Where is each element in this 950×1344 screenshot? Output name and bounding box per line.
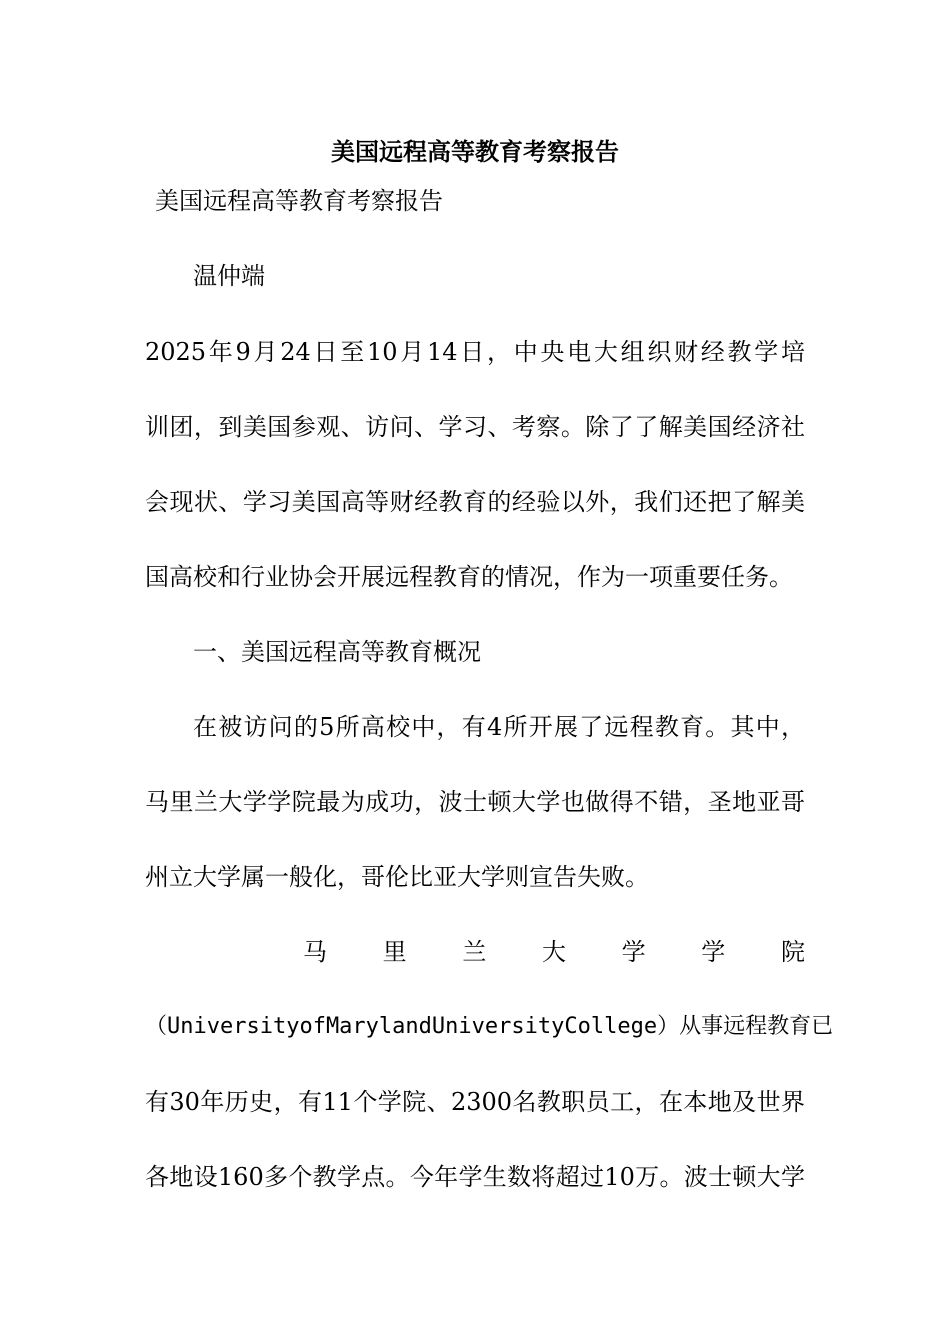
- spread-char: 兰: [462, 938, 487, 966]
- spread-char: 里: [382, 938, 407, 966]
- paragraph-1-line-1: 2025年9月24日至10月14日，中央电大组织财经教学培: [145, 338, 805, 366]
- spread-char: 院: [780, 938, 805, 966]
- spread-char: 学: [621, 938, 646, 966]
- document-subtitle: 美国远程高等教育考察报告: [155, 187, 443, 215]
- spread-char: 大: [541, 938, 566, 966]
- paragraph-2-line-2: 马里兰大学学院最为成功，波士顿大学也做得不错，圣地亚哥: [145, 788, 805, 816]
- paragraph-3-line-1: （UniversityofMarylandUniversityCollege）从事远程教育已: [145, 1014, 834, 1039]
- paragraph-2-line-1: 在被访问的5所高校中，有4所开展了远程教育。其中，: [193, 713, 805, 741]
- paragraph-1-line-2: 训团，到美国参观、访问、学习、考察。除了了解美国经济社: [145, 413, 805, 441]
- paragraph-1-line-4: 国高校和行业协会开展远程教育的情况，作为一项重要任务。: [145, 563, 793, 591]
- paragraph-3-line-3: 各地设160多个教学点。今年学生数将超过10万。波士顿大学: [145, 1163, 805, 1191]
- spread-char: 学: [701, 938, 726, 966]
- document-title: 美国远程高等教育考察报告: [331, 137, 619, 166]
- author-name: 温仲端: [193, 262, 265, 290]
- spread-char: 马: [303, 938, 327, 966]
- paragraph-3-line-2: 有30年历史，有11个学院、2300名教职员工，在本地及世界: [145, 1088, 805, 1116]
- paragraph-3-spread-line: [303, 934, 805, 970]
- paragraph-2-line-3: 州立大学属一般化，哥伦比亚大学则宣告失败。: [145, 863, 649, 891]
- section-1-heading: 一、美国远程高等教育概况: [193, 638, 481, 666]
- paragraph-1-line-3: 会现状、学习美国高等财经教育的经验以外，我们还把了解美: [145, 488, 805, 516]
